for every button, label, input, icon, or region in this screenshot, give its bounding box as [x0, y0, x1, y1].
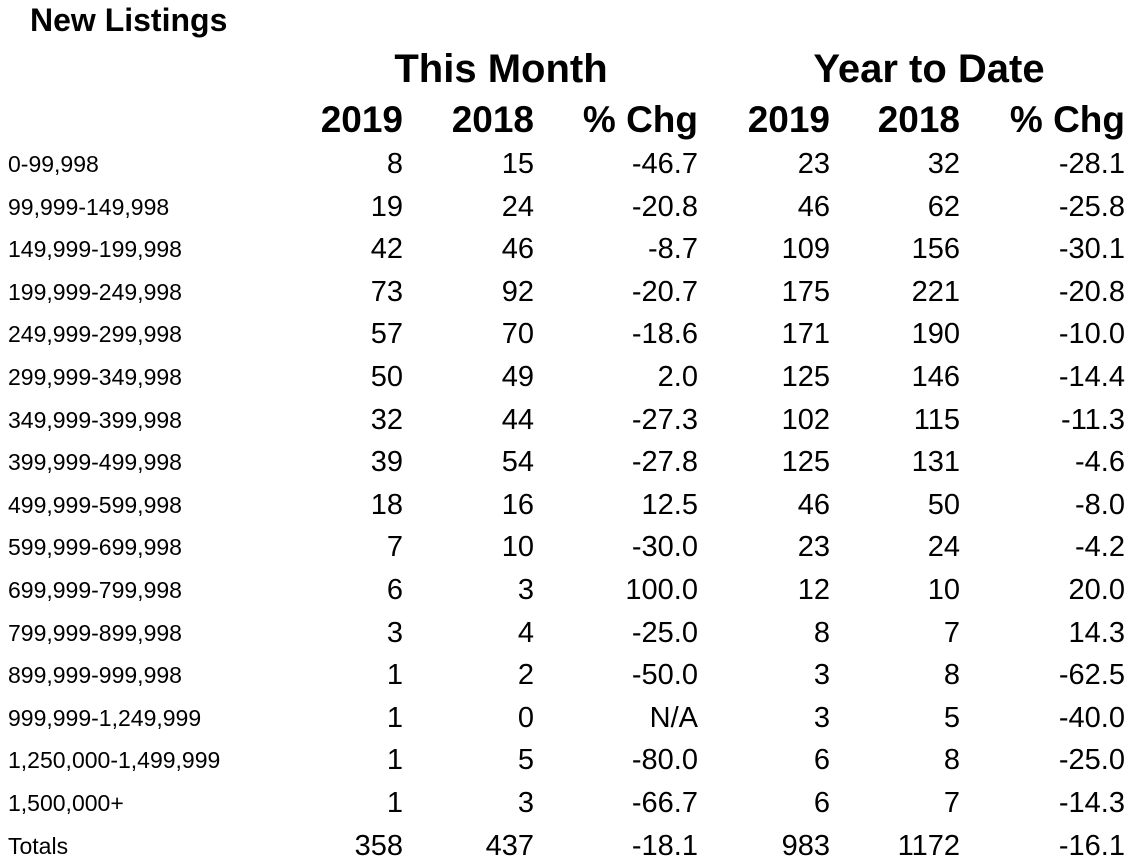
this-month-group-header: This Month: [394, 47, 608, 91]
price-range-cell: 299,999-349,998: [8, 363, 182, 390]
totals-row: [0, 825, 1133, 868]
this-month-2018-cell: 3: [517, 786, 534, 819]
table-row: [0, 228, 1133, 271]
table-row: [0, 143, 1133, 186]
this-month-pct-chg-cell: -27.3: [631, 403, 698, 436]
ytd-pct-chg-cell: -4.6: [1075, 446, 1125, 479]
ytd-2018-cell: 5: [943, 701, 960, 734]
this-month-2018-cell: 44: [501, 403, 534, 436]
table-row: [0, 441, 1133, 484]
ytd-pct-chg-cell: -25.8: [1058, 190, 1125, 223]
ytd-2019-cell: 175: [781, 275, 830, 308]
ytd-pct-chg-cell: -4.2: [1075, 531, 1125, 564]
ytd-pct-chg-cell: 14.3: [1068, 616, 1125, 649]
this-month-pct-chg-cell: -18.6: [631, 318, 698, 351]
ytd-2019-cell: 125: [781, 360, 830, 393]
ytd-pct-chg-cell: 20.0: [1068, 573, 1125, 606]
this-month-2018-cell: 70: [501, 318, 534, 351]
ytd-2018-cell: 50: [927, 488, 960, 521]
year-to-date-group-header: Year to Date: [813, 47, 1045, 91]
this-month-2018-cell: 24: [501, 190, 534, 223]
table-row: [0, 186, 1133, 229]
this-month-pct-chg-cell: -80.0: [631, 744, 698, 777]
this-month-2018-cell: 92: [501, 275, 534, 308]
this-month-2018-cell: 4: [517, 616, 534, 649]
ytd-2019-cell: 46: [797, 190, 830, 223]
ytd-2019-cell: 102: [781, 403, 830, 436]
this-month-pct-chg-cell: N/A: [649, 701, 698, 734]
this-month-2019-cell: 1: [386, 744, 403, 777]
this-month-2019-cell: 57: [370, 318, 403, 351]
ytd-2019-cell: 6: [813, 786, 830, 819]
price-range-cell: 1,500,000+: [8, 789, 124, 816]
ytd-2019-cell: 23: [797, 531, 830, 564]
ytd-2019-cell: 46: [797, 488, 830, 521]
ytd-2018-cell: 190: [911, 318, 960, 351]
column-header-ytd-2018: 2018: [877, 99, 960, 140]
ytd-pct-chg-cell: -16.1: [1058, 829, 1125, 862]
table-row: [0, 399, 1133, 442]
listings-table: [0, 143, 1133, 867]
ytd-pct-chg-cell: -14.3: [1058, 786, 1125, 819]
ytd-pct-chg-cell: -11.3: [1061, 403, 1125, 436]
this-month-2019-cell: 32: [370, 403, 403, 436]
this-month-2019-cell: 3: [386, 616, 403, 649]
page-title: New Listings: [30, 2, 228, 38]
this-month-2019-cell: 6: [386, 573, 403, 606]
this-month-pct-chg-cell: -20.7: [631, 275, 698, 308]
ytd-2019-cell: 983: [781, 829, 830, 862]
this-month-2019-cell: 1: [386, 786, 403, 819]
ytd-2019-cell: 125: [781, 446, 830, 479]
ytd-pct-chg-cell: -30.1: [1058, 233, 1125, 266]
price-range-cell: 599,999-699,998: [8, 534, 182, 561]
this-month-pct-chg-cell: -66.7: [631, 786, 698, 819]
price-range-cell: 699,999-799,998: [8, 576, 182, 603]
table-row: [0, 782, 1133, 825]
this-month-2019-cell: 50: [370, 360, 403, 393]
column-header-this-month-2019: 2019: [320, 99, 403, 140]
this-month-2019-cell: 1: [386, 701, 403, 734]
this-month-pct-chg-cell: -46.7: [631, 148, 698, 180]
this-month-pct-chg-cell: -30.0: [631, 531, 698, 564]
this-month-pct-chg-cell: 12.5: [641, 488, 698, 521]
ytd-2019-cell: 23: [797, 148, 830, 180]
ytd-pct-chg-cell: -8.0: [1075, 488, 1125, 521]
ytd-pct-chg-cell: -14.4: [1058, 360, 1125, 393]
this-month-pct-chg-cell: 100.0: [625, 573, 698, 606]
price-range-cell: 999,999-1,249,999: [8, 704, 202, 731]
table-row: [0, 697, 1133, 740]
this-month-pct-chg-cell: -20.8: [631, 190, 698, 223]
this-month-2018-cell: 5: [517, 744, 534, 777]
ytd-pct-chg-cell: -20.8: [1058, 275, 1125, 308]
price-range-cell: 349,999-399,998: [8, 406, 182, 433]
ytd-pct-chg-cell: -40.0: [1058, 701, 1125, 734]
price-range-cell: 499,999-599,998: [8, 491, 182, 518]
ytd-pct-chg-cell: -10.0: [1058, 318, 1125, 351]
this-month-2019-cell: 8: [386, 148, 403, 180]
ytd-2018-cell: 146: [911, 360, 960, 393]
this-month-pct-chg-cell: -8.7: [648, 233, 698, 266]
this-month-2019-cell: 42: [370, 233, 403, 266]
this-month-2019-cell: 39: [370, 446, 403, 479]
this-month-2018-cell: 0: [517, 701, 534, 734]
price-range-cell: 799,999-899,998: [8, 619, 182, 646]
price-range-cell: 249,999-299,998: [8, 321, 182, 348]
table-row: [0, 654, 1133, 697]
ytd-pct-chg-cell: -28.1: [1058, 148, 1125, 180]
this-month-2018-cell: 16: [501, 488, 534, 521]
ytd-2019-cell: 3: [813, 701, 830, 734]
column-header-this-month-2018: 2018: [451, 99, 534, 140]
this-month-pct-chg-cell: -18.1: [631, 829, 698, 862]
ytd-2018-cell: 7: [943, 786, 960, 819]
ytd-2018-cell: 131: [911, 446, 960, 479]
ytd-2019-cell: 109: [781, 233, 830, 266]
ytd-2018-cell: 8: [943, 659, 960, 692]
ytd-2018-cell: 7: [943, 616, 960, 649]
this-month-2019-cell: 19: [370, 190, 403, 223]
ytd-2018-cell: 115: [913, 403, 960, 436]
this-month-pct-chg-cell: -25.0: [631, 616, 698, 649]
price-range-cell: 99,999-149,998: [8, 193, 170, 220]
ytd-2019-cell: 8: [813, 616, 830, 649]
table-row: [0, 739, 1133, 782]
table-row: [0, 356, 1133, 399]
ytd-2019-cell: 171: [781, 318, 830, 351]
price-range-cell: 899,999-999,998: [8, 662, 182, 689]
ytd-2019-cell: 12: [797, 573, 830, 606]
ytd-2018-cell: 156: [911, 233, 960, 266]
ytd-2018-cell: 62: [927, 190, 960, 223]
ytd-2018-cell: 10: [927, 573, 960, 606]
table-row: [0, 313, 1133, 356]
ytd-pct-chg-cell: -25.0: [1058, 744, 1125, 777]
ytd-2019-cell: 3: [813, 659, 830, 692]
this-month-2018-cell: 2: [517, 659, 534, 692]
table-row: [0, 526, 1133, 569]
table-row: [0, 271, 1133, 314]
this-month-2019-cell: 18: [370, 488, 403, 521]
this-month-pct-chg-cell: -50.0: [631, 659, 698, 692]
price-range-cell: 199,999-249,998: [8, 278, 182, 305]
ytd-2018-cell: 8: [943, 744, 960, 777]
this-month-2018-cell: 437: [485, 829, 534, 862]
table-row: [0, 612, 1133, 655]
this-month-2019-cell: 7: [386, 531, 403, 564]
this-month-2018-cell: 3: [517, 573, 534, 606]
column-header-ytd-pct-chg: % Chg: [1009, 99, 1125, 140]
ytd-2018-cell: 32: [927, 148, 960, 180]
this-month-2018-cell: 10: [501, 531, 534, 564]
this-month-pct-chg-cell: 2.0: [657, 360, 698, 393]
this-month-2019-cell: 358: [354, 829, 403, 862]
this-month-2019-cell: 73: [370, 275, 403, 308]
price-range-cell: 399,999-499,998: [8, 449, 182, 476]
price-range-cell: 1,250,000-1,499,999: [8, 747, 221, 774]
this-month-2018-cell: 46: [501, 233, 534, 266]
this-month-2018-cell: 15: [501, 148, 534, 180]
price-range-cell: 0-99,998: [8, 151, 99, 177]
ytd-2018-cell: 24: [927, 531, 960, 564]
price-range-cell: 149,999-199,998: [8, 236, 182, 263]
ytd-pct-chg-cell: -62.5: [1058, 659, 1125, 692]
this-month-pct-chg-cell: -27.8: [631, 446, 698, 479]
ytd-2018-cell: 221: [911, 275, 960, 308]
this-month-2019-cell: 1: [386, 659, 403, 692]
column-header-this-month-pct-chg: % Chg: [582, 99, 698, 140]
price-range-cell: Totals: [8, 832, 69, 859]
ytd-2018-cell: 1172: [897, 829, 960, 862]
column-header-ytd-2019: 2019: [747, 99, 830, 140]
table-row: [0, 569, 1133, 612]
table-row: [0, 484, 1133, 527]
this-month-2018-cell: 54: [501, 446, 534, 479]
ytd-2019-cell: 6: [813, 744, 830, 777]
this-month-2018-cell: 49: [501, 360, 534, 393]
